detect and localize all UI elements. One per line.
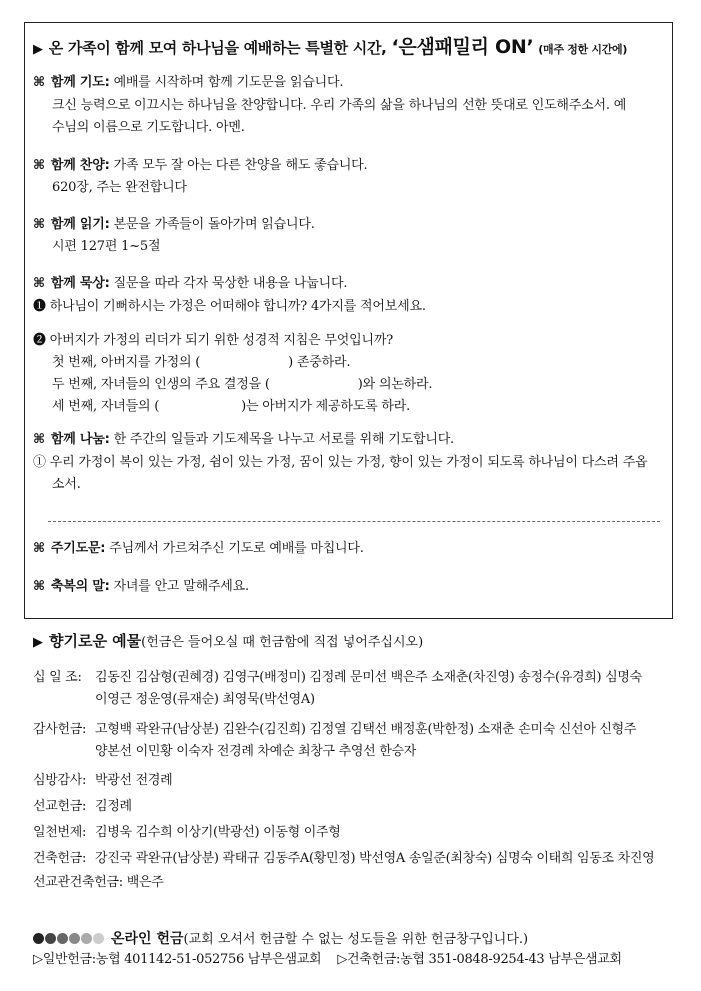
blessing-text: 자녀를 안고 말해주세요. <box>109 579 249 594</box>
offering-names: 고형백 곽완규(남상분) 김완수(김진희) 김정열 김택선 배정훈(박한정) 소재춘 손미숙 신선아 신형주 <box>95 722 637 737</box>
sharing-label: 함께 나눔: <box>50 432 110 447</box>
meditation-answer-2 <box>52 374 432 396</box>
offering-note: (헌금은 들어오실 때 헌금함에 직접 넣어주십시오) <box>141 635 424 650</box>
offering-row-thanks-cont: 양본선 이민황 이숙자 전경례 차예순 최창구 추영선 한승자 <box>95 744 417 759</box>
offering-row-thanks <box>33 719 636 741</box>
header-brand: ‘은샘패밀리 ON’ <box>391 36 534 58</box>
offering-label: 선교헌금: <box>33 799 87 814</box>
offering-names: 김동진 김삼형(권혜경) 김영구(배정미) 김정례 문미선 백은주 소재춘(차진영) 송정수(유경희) 심명숙 <box>95 670 642 685</box>
triangle-icon: ▶ <box>33 635 43 650</box>
meditation-answer-1 <box>52 352 350 374</box>
header-note: (매주 정한 시간에) <box>538 43 628 56</box>
dot-icon <box>69 933 80 944</box>
meditation-answer-3 <box>52 396 410 418</box>
dot-icon <box>33 933 44 944</box>
praise-label: 함께 찬양: <box>50 158 110 173</box>
meditation-question-1: ❶ 하나님이 기뻐하시는 가정은 어떠해야 합니까? 4가지를 적어보세요. <box>33 299 426 314</box>
command-icon: ⌘ <box>33 432 45 447</box>
sharing-line-2: 소서. <box>52 477 81 492</box>
online-note: (교회 오셔서 헌금할 수 없는 성도들을 위한 헌금창구입니다.) <box>183 932 529 947</box>
dashed-divider <box>48 521 660 522</box>
offering-row-tithe <box>33 667 642 689</box>
offering-header <box>33 630 423 651</box>
prayer-text: 예배를 시작하며 함께 기도문을 읽습니다. <box>109 75 344 90</box>
offering-label: 선교관건축헌금: <box>33 875 123 890</box>
dot-icon <box>81 933 92 944</box>
command-icon: ⌘ <box>33 217 45 232</box>
command-icon: ⌘ <box>33 158 45 173</box>
answer-2-end: )와 의논하라. <box>357 377 433 392</box>
offering-row-tithe-cont: 이영근 정운영(류재순) 최영묵(박선영A) <box>95 692 315 707</box>
reading-label: 함께 읽기: <box>50 217 110 232</box>
praise-line-1: 620장, 주는 완전합니다 <box>52 180 187 195</box>
meditation-text: 질문을 따라 각자 묵상한 내용을 나눕니다. <box>109 276 348 291</box>
offering-names: 김병욱 김수희 이상기(박광선) 이동형 이주형 <box>95 825 341 840</box>
section-lords-prayer <box>33 538 364 560</box>
section-praise <box>33 155 367 177</box>
answer-2-start: 두 번째, 자녀들의 인생의 주요 결정을 ( <box>52 377 270 392</box>
reading-line-1: 시편 127편 1~5절 <box>52 239 161 254</box>
answer-3-start: 세 번째, 자녀들의 ( <box>52 399 160 414</box>
command-icon: ⌘ <box>33 276 45 291</box>
section-sharing <box>33 429 454 451</box>
offering-row-mission <box>33 796 132 818</box>
offering-title: 향기로운 예물 <box>49 632 142 650</box>
sharing-line-1: ① 우리 가정이 복이 있는 가정, 쉼이 있는 가정, 꿈이 있는 가정, 향이 있는 가정이 되도록 하나님이 다스려 주옵 <box>33 455 648 470</box>
praise-text: 가족 모두 잘 아는 다른 찬양을 해도 좋습니다. <box>109 158 368 173</box>
offering-names: 김정례 <box>95 799 132 814</box>
prayer-label: 함께 기도: <box>50 75 110 90</box>
offering-names: 백은주 <box>126 875 164 890</box>
offering-label: 감사헌금: <box>33 722 87 737</box>
command-icon: ⌘ <box>33 75 45 90</box>
offering-label: 심방감사: <box>33 773 87 788</box>
lords-text: 주님께서 가르쳐주신 기도로 예배를 마칩니다. <box>105 541 364 556</box>
section-reading <box>33 214 315 236</box>
answer-3-end: )는 아버지가 제공하도록 하라. <box>241 399 411 414</box>
online-title: 온라인 헌금 <box>111 931 184 947</box>
triangle-icon: ▶ <box>33 42 43 57</box>
answer-1-start: 첫 번째, 아버지를 가정의 ( <box>52 355 201 370</box>
offering-names: 박광선 전경례 <box>95 773 173 788</box>
account-building: ▷건축헌금:농협 351-0848-9254-43 남부은샘교회 <box>337 952 622 967</box>
offering-names: 강진국 곽완규(남상분) 곽태규 김동주A(황민정) 박선영A 송일준(최창숙) 심명숙 이태희 임동조 차진영 <box>95 851 655 866</box>
command-icon: ⌘ <box>33 579 45 594</box>
offering-row-mission-building <box>33 872 164 894</box>
meditation-question-2: ❷ 아버지가 가정의 리더가 되기 위한 성경적 지침은 무엇입니까? <box>33 333 393 348</box>
section-blessing <box>33 576 249 598</box>
online-offering-header <box>33 928 528 948</box>
offering-label: 십 일 조: <box>33 670 82 685</box>
answer-1-end: ) 존중하라. <box>288 355 351 370</box>
family-worship-header <box>33 32 627 59</box>
account-general: ▷일반헌금:농협 401142-51-052756 남부은샘교회 <box>33 952 322 967</box>
offering-label: 일천번제: <box>33 825 87 840</box>
prayer-line-2: 수님의 이름으로 기도합니다. 아멘. <box>52 120 245 135</box>
section-prayer <box>33 72 343 94</box>
dot-icon <box>45 933 56 944</box>
dot-icon <box>57 933 68 944</box>
header-text: 온 가족이 함께 모여 하나님을 예배하는 특별한 시간, <box>48 39 392 57</box>
meditation-label: 함께 묵상: <box>50 276 110 291</box>
section-meditation <box>33 273 347 295</box>
offering-row-thousand <box>33 822 341 844</box>
reading-text: 본문을 가족들이 돌아가며 읽습니다. <box>109 217 315 232</box>
offering-row-building <box>33 848 654 870</box>
online-accounts <box>33 948 622 967</box>
prayer-line-1: 크신 능력으로 이끄시는 하나님을 찬양합니다. 우리 가족의 삶을 하나님의 선한 뜻대로 인도해주소서. 예 <box>52 98 627 113</box>
sharing-text: 한 주간의 일들과 기도제목을 나누고 서로를 위해 기도합니다. <box>109 432 454 447</box>
offering-label: 건축헌금: <box>33 851 87 866</box>
blessing-label: 축복의 말: <box>50 579 110 594</box>
offering-row-visit <box>33 770 172 792</box>
command-icon: ⌘ <box>33 541 45 556</box>
dot-icon <box>93 933 104 944</box>
dots-icon <box>33 932 105 947</box>
lords-label: 주기도문: <box>50 541 106 556</box>
